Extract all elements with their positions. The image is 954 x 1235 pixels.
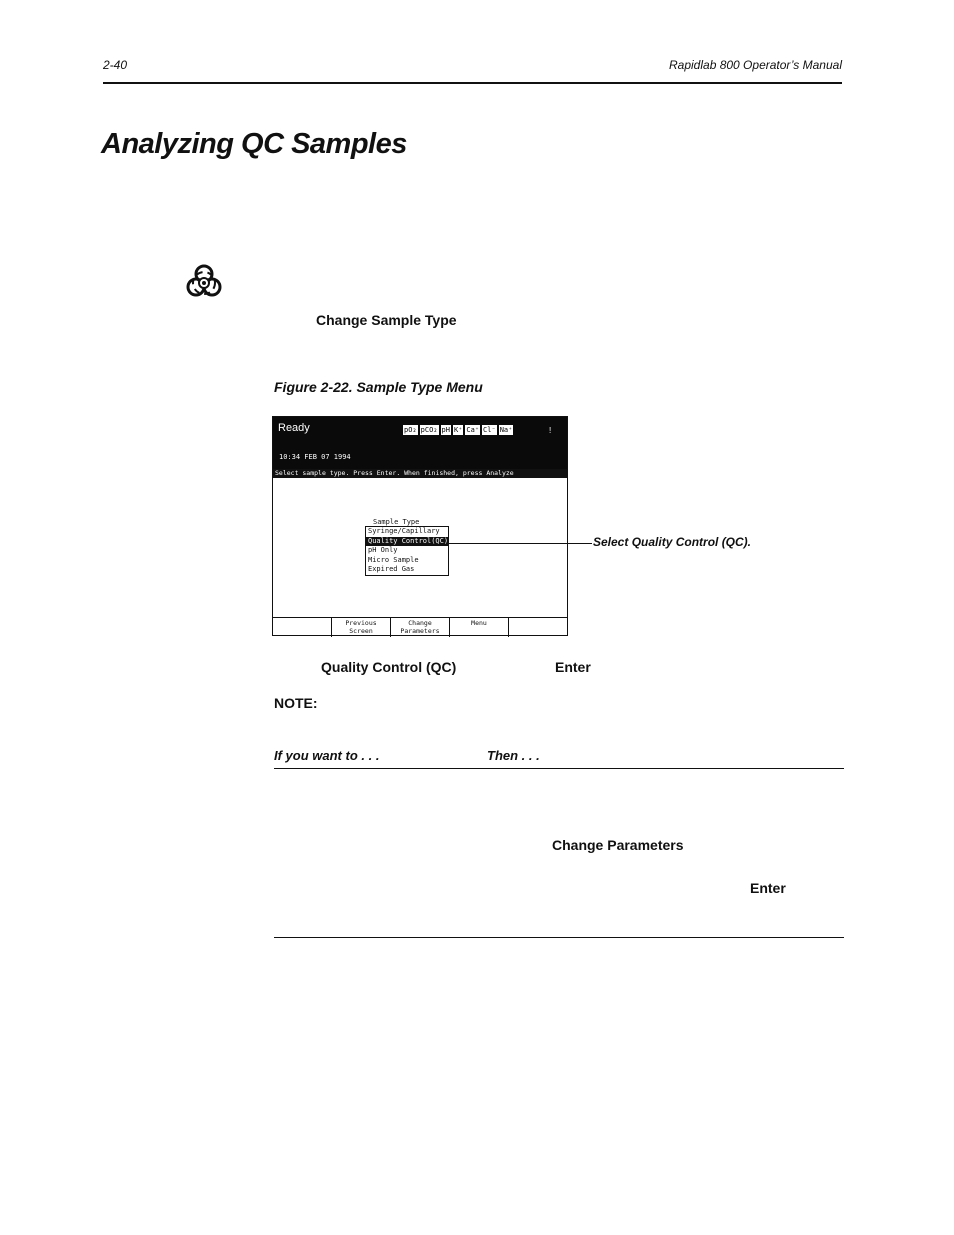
screen-status-bar: [273, 417, 567, 469]
page-number: 2-40: [103, 58, 128, 72]
sample-type-menu: [365, 526, 449, 576]
softkey-bar: [273, 617, 567, 637]
softkey-label: Change: [408, 619, 432, 627]
screen-datetime: 10:34 FEB 07 1994: [279, 453, 351, 461]
softkey-menu[interactable]: [450, 618, 509, 637]
biohazard-icon: [184, 262, 224, 302]
softkey-label: Menu: [471, 619, 487, 627]
quality-control-label: Quality Control (QC): [321, 659, 457, 675]
softkey-change-parameters[interactable]: [391, 618, 450, 637]
note-label: NOTE:: [274, 695, 318, 711]
param-po2: pO₂: [404, 426, 417, 434]
softkey-previous-screen[interactable]: [332, 618, 391, 637]
table-rule-bottom: [274, 937, 844, 938]
param-pco2: pCO₂: [420, 426, 438, 434]
menu-item-expired-gas[interactable]: Expired Gas: [368, 565, 415, 574]
header-rule: [103, 82, 842, 84]
table-header-if: If you want to . . .: [274, 748, 380, 763]
enter-label: Enter: [555, 659, 591, 675]
alert-indicator: !: [549, 426, 552, 435]
menu-item-syringe[interactable]: Syringe/Capillary: [368, 527, 440, 535]
softkey-label: Previous: [345, 619, 377, 627]
page-title: Analyzing QC Samples: [101, 128, 407, 160]
table-rule-top: [274, 768, 844, 769]
status-ready: Ready: [278, 422, 310, 434]
softkey-label: Screen: [349, 627, 373, 635]
enter-label-2: Enter: [750, 880, 786, 896]
parameter-list: [403, 425, 513, 435]
sample-type-menu-title: Sample Type: [373, 518, 420, 526]
screen-instruction: Select sample type. Press Enter. When finished, press Analyze: [273, 469, 567, 478]
change-sample-type-label: Change Sample Type: [316, 312, 457, 328]
callout-select-qc: Select Quality Control (QC).: [593, 535, 752, 549]
table-header-then: Then . . .: [487, 748, 540, 763]
softkey-label: Parameters: [400, 627, 440, 635]
param-na: Na⁺: [499, 426, 513, 434]
softkey-1[interactable]: [273, 618, 332, 637]
param-ca: Ca⁺: [466, 426, 480, 434]
sample-type-screen: [272, 416, 568, 636]
manual-title: Rapidlab 800 Operator’s Manual: [669, 58, 842, 72]
figure-caption: Figure 2-22. Sample Type Menu: [274, 379, 483, 395]
param-cl: Cl⁻: [483, 426, 496, 434]
menu-item-ph-only[interactable]: pH Only: [368, 546, 398, 555]
param-k: K⁺: [453, 426, 463, 434]
softkey-5[interactable]: [509, 618, 567, 637]
change-parameters-label: Change Parameters: [552, 837, 684, 853]
menu-item-micro-sample[interactable]: Micro Sample: [368, 555, 419, 564]
param-ph: pH: [441, 426, 450, 434]
callout-line: [449, 543, 592, 544]
menu-item-quality-control[interactable]: Quality Control(QC): [368, 536, 449, 545]
